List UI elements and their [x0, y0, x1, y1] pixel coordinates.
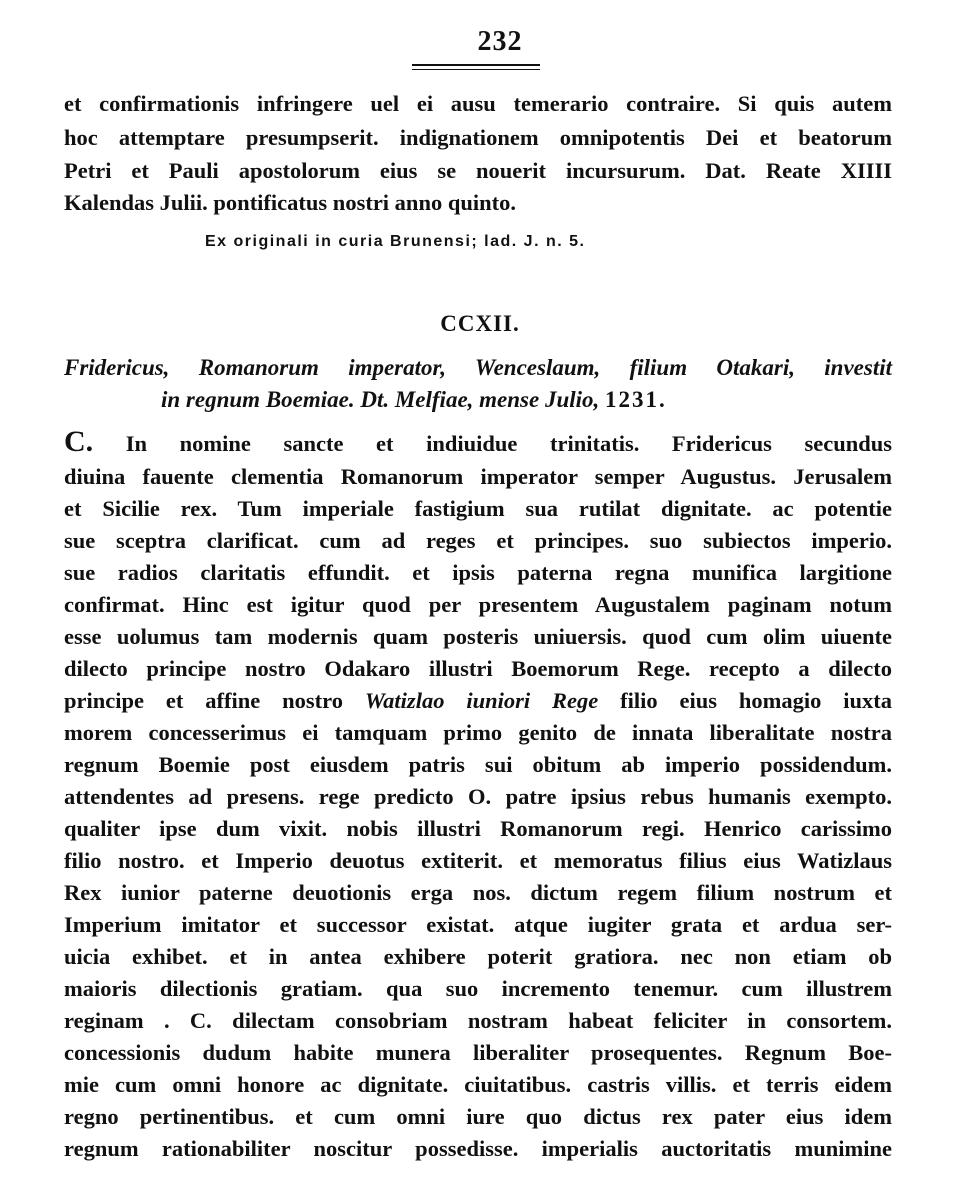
page-header — [0, 26, 960, 58]
text-line: sue radios claritatis effundit. et ipsis paterna regna munifica largitione — [64, 560, 892, 585]
text-line: filio nostro. et Imperio deuotus extiterit. et memoratus filius eius Watizlaus — [64, 848, 892, 873]
page-number: 232 — [477, 26, 523, 57]
text-line: confirmat. Hinc est igitur quod per presentem Augustalem paginam notum — [64, 592, 892, 617]
text-line: Imperium imitator et successor existat. atque iugiter grata et ardua ser- — [64, 912, 892, 937]
body-text: In nomine sancte et indiuidue trinitatis. Fridericus secundus — [125, 431, 893, 456]
text-line: maioris dilectionis gratiam. qua suo incremento tenemur. cum illustrem — [64, 976, 892, 1001]
text-line: qualiter ipse dum vixit. nobis illustri Romanorum regi. Henrico carissimo — [64, 816, 892, 841]
summary-year: 1231. — [605, 387, 667, 412]
body-text: principe et affine nostro — [64, 688, 343, 713]
text-line: regnum Boemie post eiusdem patris sui obitum ab imperio possidendum. — [64, 752, 892, 777]
text-line: mie cum omni honore ac dignitate. ciuitatibus. castris villis. et terris eidem — [64, 1072, 892, 1097]
summary-text: in regnum Boemiae. Dt. Melfiae, mense Julio, — [161, 387, 600, 412]
text-line: Kalendas Julii. pontificatus nostri anno quinto. — [64, 190, 516, 215]
text-line: Rex iunior paterne deuotionis erga nos. dictum regem filium nostrum et — [64, 880, 892, 905]
document-number: CCXII. — [440, 311, 520, 336]
text-line: concessionis dudum habite munera liberaliter prosequentes. Regnum Boe- — [64, 1040, 892, 1065]
text-line: morem concesserimus ei tamquam primo genito de innata liberalitate nostra — [64, 720, 892, 745]
text-line: dilecto principe nostro Odakaro illustri Boemorum Rege. recepto a dilecto — [64, 656, 892, 681]
text-line: reginam . C. dilectam consobriam nostram habeat feliciter in consortem. — [64, 1008, 892, 1033]
document-summary-line — [161, 385, 667, 415]
initial-letter: C. — [64, 425, 94, 458]
text-line: diuina fauente clementia Romanorum imperator semper Augustus. Jerusalem — [64, 464, 892, 489]
text-line: esse uolumus tam modernis quam posteris uniuersis. quod cum olim uiuente — [64, 624, 892, 649]
text-line: regnum rationabiliter noscitur possedisse. imperialis auctoritatis munimine — [64, 1136, 892, 1161]
text-line: regno pertinentibus. et cum omni iure quo dictus rex pater eius idem — [64, 1104, 892, 1129]
text-line: et Sicilie rex. Tum imperiale fastigium sua rutilat dignitate. ac potentie — [64, 496, 892, 521]
text-line: Petri et Pauli apostolorum eius se nouerit incursurum. Dat. Reate XIIII — [64, 158, 892, 183]
text-line-with-name — [64, 687, 892, 715]
text-line: sue sceptra clarificat. cum ad reges et principes. suo subiectos imperio. — [64, 528, 892, 553]
text-line: uicia exhibet. et in antea exhibere poterit gratiora. nec non etiam ob — [64, 944, 892, 969]
body-text: filio eius homagio iuxta — [620, 688, 893, 713]
body-first-line — [64, 425, 893, 458]
text-line: et confirmationis infringere uel ei ausu temerario contraire. Si quis autem — [64, 91, 892, 116]
text-line: attendentes ad presens. rege predicto O. patre ipsius rebus humanis exempto. — [64, 784, 892, 809]
italic-name: Watizlao iuniori Rege — [364, 688, 599, 713]
header-rule — [412, 64, 540, 70]
text-line: hoc attemptare presumpserit. indignationem omnipotentis Dei et beatorum — [64, 125, 892, 150]
document-summary-line: Fridericus, Romanorum imperator, Wenceslaum, filium Otakari, investit — [64, 355, 892, 380]
source-note: Ex originali in curia Brunensi; lad. J. n. 5. — [205, 233, 586, 250]
